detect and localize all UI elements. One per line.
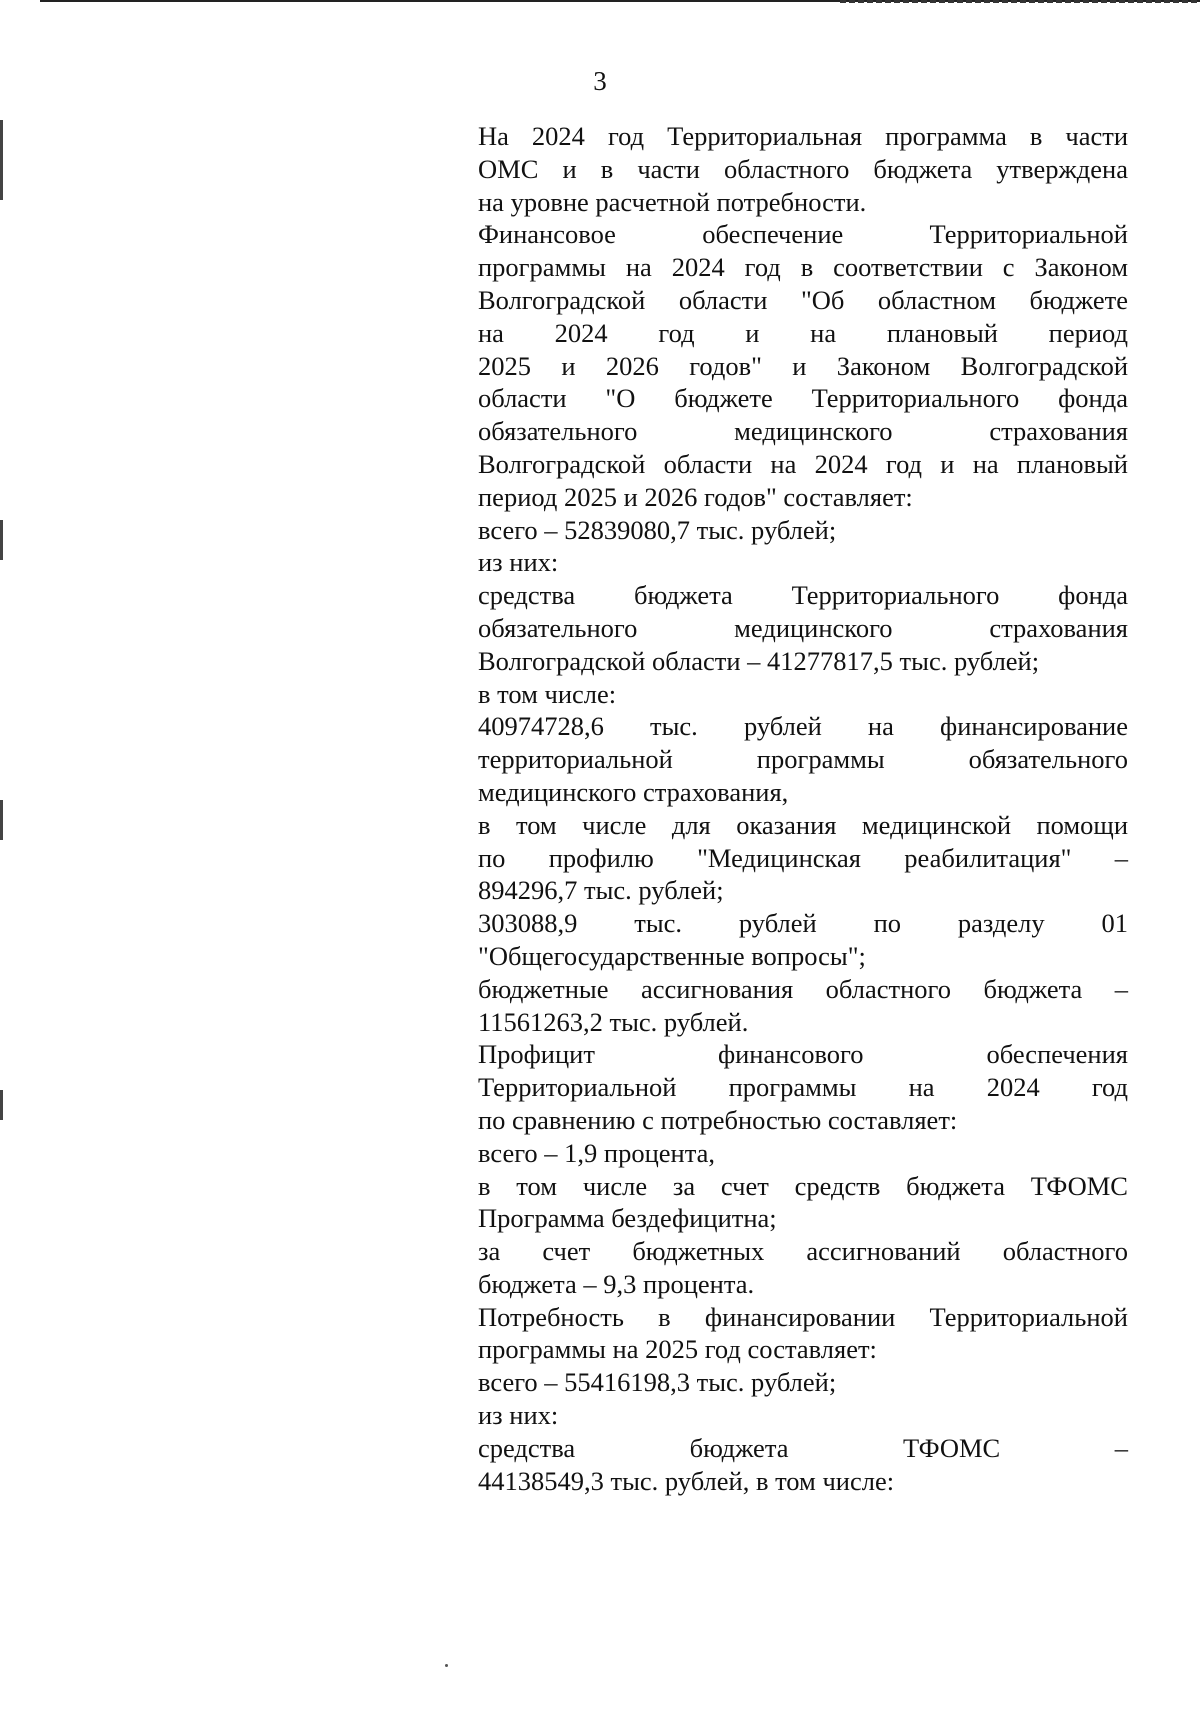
text-line: территориальной программы обязательного (478, 744, 1128, 775)
text-line: бюджета – 9,3 процента. (478, 1268, 755, 1299)
text-line: из них: (478, 547, 559, 578)
text-line: ОМС и в части областного бюджета утверждена (478, 153, 1128, 184)
text-line: Программа бездефицитна; (478, 1203, 777, 1234)
text-line: по профилю "Медицинская реабилитация" – (478, 842, 1128, 873)
text-line: бюджетные ассигнования областного бюджета – (478, 973, 1128, 1004)
text-line: медицинского страхования, (478, 776, 789, 807)
scan-margin-mark (0, 120, 3, 200)
text-line: по сравнению с потребностью составляет: (478, 1104, 958, 1135)
scan-margin-mark (0, 800, 3, 840)
text-line: программы на 2024 год в соответствии с Законом (478, 252, 1128, 283)
text-line: всего – 52839080,7 тыс. рублей; (478, 514, 837, 545)
text-line: 40974728,6 тыс. рублей на финансирование (478, 711, 1128, 742)
page-number: 3 (593, 66, 607, 96)
text-line: средства бюджета ТФОМС – (478, 1432, 1128, 1463)
text-line: Профицит финансового обеспечения (478, 1039, 1128, 1070)
text-line: в том числе: (478, 678, 617, 709)
text-line: Финансовое обеспечение Территориальной (478, 219, 1128, 250)
text-line: период 2025 и 2026 годов" составляет: (478, 481, 913, 512)
text-line: программы на 2025 год составляет: (478, 1334, 877, 1365)
text-line: на уровне расчетной потребности. (478, 186, 867, 217)
text-line: Волгоградской области на 2024 год и на плановый (478, 448, 1128, 479)
text-line: 2025 и 2026 годов" и Законом Волгоградской (478, 350, 1128, 381)
scan-speck (445, 1664, 448, 1667)
text-line: На 2024 год Территориальная программа в части (478, 121, 1128, 151)
text-line: 44138549,3 тыс. рублей, в том числе: (478, 1465, 895, 1496)
scan-top-border-dotted (840, 0, 1200, 3)
text-line: 303088,9 тыс. рублей по разделу 01 (478, 908, 1128, 939)
text-line: в том числе за счет средств бюджета ТФОМС (478, 1170, 1128, 1201)
text-line: Потребность в финансировании Территориальной (478, 1301, 1128, 1332)
text-line: 11561263,2 тыс. рублей. (478, 1006, 749, 1037)
text-line: области "О бюджете Территориального фонда (478, 383, 1128, 414)
text-line: обязательного медицинского страхования (478, 416, 1128, 447)
text-line: всего – 55416198,3 тыс. рублей; (478, 1367, 837, 1398)
text-line: средства бюджета Территориального фонда (478, 580, 1128, 611)
text-line: на 2024 год и на плановый период (478, 317, 1128, 348)
text-line: в том числе для оказания медицинской помощи (478, 809, 1128, 840)
text-line: Волгоградской области "Об областном бюджете (478, 284, 1128, 315)
scan-margin-mark (0, 520, 3, 560)
text-line: из них: (478, 1400, 559, 1431)
text-line: за счет бюджетных ассигнований областного (478, 1236, 1128, 1267)
text-line: всего – 1,9 процента, (478, 1137, 716, 1168)
text-line: Волгоградской области – 41277817,5 тыс. рублей; (478, 645, 1040, 676)
text-line: "Общегосударственные вопросы"; (478, 940, 866, 971)
document-body (478, 120, 1128, 1497)
text-line: Территориальной программы на 2024 год (478, 1072, 1128, 1103)
scan-margin-mark (0, 1090, 3, 1120)
text-line: 894296,7 тыс. рублей; (478, 875, 724, 906)
text-line: обязательного медицинского страхования (478, 612, 1128, 643)
